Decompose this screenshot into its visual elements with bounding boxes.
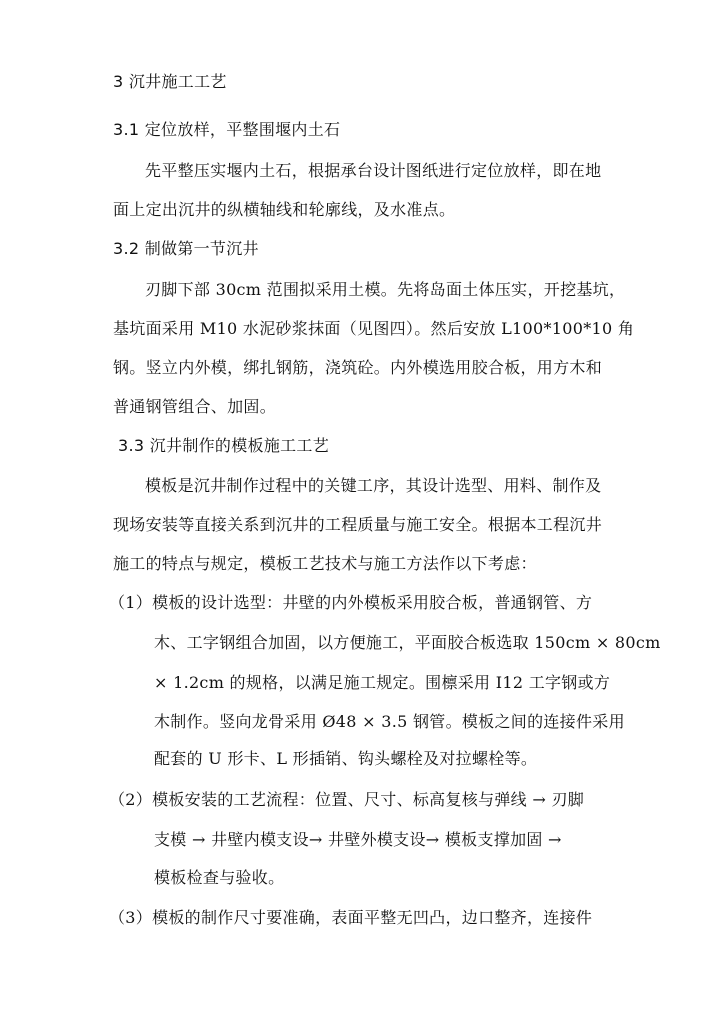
list-item-1-continuation: 配套的 U 形卡、L 形插销、钩头螺栓及对拉螺栓等。 <box>154 749 538 768</box>
section-3-3-heading: 3.3 沉井制作的模板施工工艺 <box>118 436 330 455</box>
paragraph-line: 模板是沉井制作过程中的关键工序，其设计选型、用料、制作及 <box>145 476 602 495</box>
list-item-1-continuation: 木制作。竖向龙骨采用 Ø48 × 3.5 钢管。模板之间的连接件采用 <box>154 712 625 731</box>
paragraph-line: 刃脚下部 30cm 范围拟采用土模。先将岛面土体压实，开挖基坑， <box>145 280 626 299</box>
section-3-1-heading: 3.1 定位放样，平整围堰内土石 <box>113 120 341 139</box>
paragraph-line: 基坑面采用 M10 水泥砂浆抹面（见图四）。然后安放 L100*100*10 角 <box>113 319 635 338</box>
paragraph-line: 先平整压实堰内土石，根据承台设计图纸进行定位放样，即在地 <box>145 161 602 180</box>
paragraph-line: 普通钢管组合、加固。 <box>113 397 277 416</box>
list-item-2-continuation: 模板检查与验收。 <box>154 868 285 887</box>
list-item-3: （3）模板的制作尺寸要准确，表面平整无凹凸，边口整齐，连接件 <box>109 908 593 927</box>
list-item-1-continuation: 木、工字钢组合加固，以方便施工，平面胶合板选取 150cm × 80cm <box>154 633 661 652</box>
list-item-2: （2）模板安装的工艺流程：位置、尺寸、标高复核与弹线 → 刃脚 <box>109 790 585 809</box>
list-item-1-continuation: × 1.2cm 的规格，以满足施工规定。围檩采用 I12 工字钢或方 <box>154 673 611 692</box>
paragraph-line: 钢。竖立内外模，绑扎钢筋，浇筑砼。内外模选用胶合板，用方木和 <box>113 358 603 377</box>
section-3-heading: 3 沉井施工工艺 <box>113 72 227 91</box>
list-item-1: （1）模板的设计选型：井壁的内外模板采用胶合板，普通钢管、方 <box>109 593 593 612</box>
section-3-2-heading: 3.2 制做第一节沉井 <box>113 239 259 258</box>
list-item-2-continuation: 支模 → 井壁内模支设→ 井壁外模支设→ 模板支撑加固 → <box>154 830 562 849</box>
paragraph-line: 现场安装等直接关系到沉井的工程质量与施工安全。根据本工程沉井 <box>113 515 603 534</box>
paragraph-line: 面上定出沉井的纵横轴线和轮廓线，及水准点。 <box>113 200 456 219</box>
paragraph-line: 施工的特点与规定，模板工艺技术与施工方法作以下考虑： <box>113 554 537 573</box>
